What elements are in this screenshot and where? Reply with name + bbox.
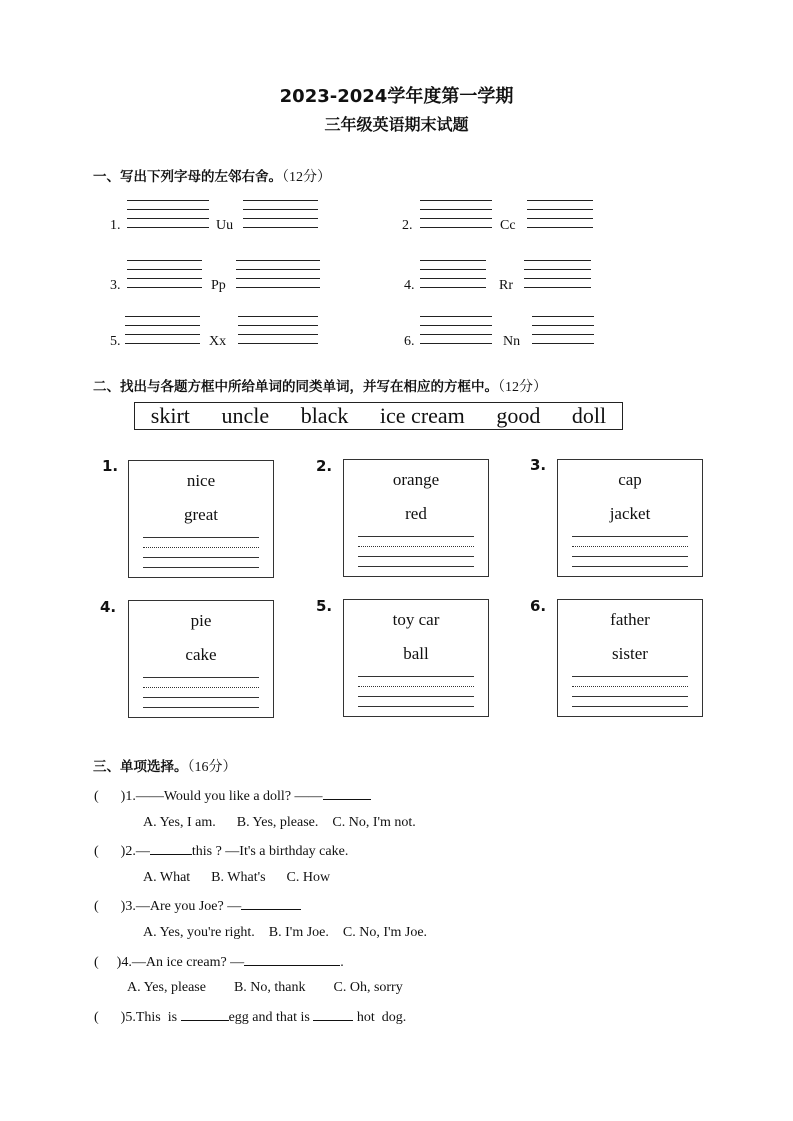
category-box[interactable] (128, 600, 274, 718)
box-word: jacket (609, 504, 651, 523)
box-word: ball (403, 644, 429, 663)
box-number: 1. (102, 457, 119, 475)
box-number: 5. (316, 597, 333, 615)
answer-blank[interactable] (241, 897, 301, 910)
question-stem: ——Would you like a doll? —— (135, 789, 323, 804)
word-bank-item: good (496, 403, 541, 428)
box-word: cap (618, 470, 642, 489)
word-bank-item: skirt (150, 403, 190, 428)
question-4 (94, 953, 344, 971)
letter-nn: Nn (503, 334, 521, 349)
answer-lines[interactable] (358, 676, 474, 708)
letter-rr: Rr (499, 278, 513, 293)
item-number: 1. (110, 218, 121, 233)
answer-lines[interactable] (243, 200, 318, 230)
letter-pp: Pp (211, 278, 226, 293)
section3-points: （16分） (187, 760, 237, 775)
section2-points: （12分） (498, 380, 547, 395)
answer-lines[interactable] (532, 316, 594, 346)
box-number: 4. (100, 598, 117, 616)
item-number: 6. (404, 334, 415, 349)
word-bank (134, 402, 623, 430)
question-stem: —Are you Joe? — (135, 899, 242, 914)
category-box[interactable] (557, 599, 703, 717)
box-word: toy car (392, 610, 440, 629)
answer-blank[interactable] (313, 1008, 353, 1021)
question-number: )5. (120, 1010, 136, 1025)
answer-lines[interactable] (572, 676, 688, 708)
question-number: )4. (116, 955, 132, 970)
exam-subtitle: 三年级英语期末试题 (324, 115, 469, 134)
section1-heading (93, 165, 331, 186)
question-options: A. What B. What's C. How (143, 870, 331, 885)
section3-heading-text: 三、单项选择。 (93, 759, 188, 775)
answer-lines[interactable] (125, 316, 200, 346)
question-5 (94, 1008, 406, 1026)
question-number: )2. (120, 844, 136, 859)
answer-blank[interactable] (181, 1008, 229, 1021)
answer-blank[interactable] (150, 842, 192, 855)
answer-paren-open[interactable]: ( (94, 1010, 99, 1025)
question-stem: hot dog. (353, 1010, 407, 1025)
answer-lines[interactable] (143, 677, 259, 709)
box-number: 3. (530, 456, 547, 474)
section2-heading (93, 375, 547, 396)
box-word: red (405, 504, 427, 523)
question-stem-end: . (340, 955, 344, 970)
exam-title: 2023-2024学年度第一学期 (279, 86, 514, 107)
category-box[interactable] (128, 460, 274, 578)
answer-lines[interactable] (236, 260, 320, 290)
box-word: pie (190, 611, 212, 630)
category-box[interactable] (343, 599, 489, 717)
question-options: A. Yes, you're right. B. I'm Joe. C. No, I'm Joe. (143, 925, 428, 940)
question-stem: This is (135, 1010, 181, 1025)
answer-paren-open[interactable]: ( (94, 844, 99, 859)
question-options: A. Yes, I am. B. Yes, please. C. No, I'm not. (143, 815, 416, 830)
question-stem: egg and that is (228, 1010, 314, 1025)
answer-lines[interactable] (420, 200, 492, 230)
word-bank-item: uncle (221, 403, 270, 428)
question-1 (94, 787, 371, 805)
answer-lines[interactable] (572, 536, 688, 568)
letter-uu: Uu (216, 218, 234, 233)
answer-lines[interactable] (127, 200, 209, 230)
answer-lines[interactable] (238, 316, 318, 346)
answer-lines[interactable] (527, 200, 593, 230)
section1-points: （12分） (282, 170, 331, 185)
question-3 (94, 897, 301, 915)
answer-lines[interactable] (524, 260, 591, 290)
question-stem: —An ice cream? — (131, 955, 245, 970)
answer-lines[interactable] (420, 316, 492, 346)
category-box[interactable] (557, 459, 703, 577)
category-box[interactable] (343, 459, 489, 577)
box-word: orange (392, 470, 440, 489)
answer-lines[interactable] (420, 260, 486, 290)
section3-heading (93, 755, 237, 776)
box-word: father (610, 610, 650, 629)
answer-lines[interactable] (358, 536, 474, 568)
item-number: 4. (404, 278, 415, 293)
question-2 (94, 842, 348, 860)
section1-heading-text: 一、写出下列字母的左邻右舍。 (93, 169, 282, 185)
item-number: 3. (110, 278, 121, 293)
question-number: )1. (120, 789, 136, 804)
box-word: nice (186, 471, 216, 490)
item-number: 2. (402, 218, 413, 233)
answer-lines[interactable] (143, 537, 259, 569)
box-word: great (184, 505, 218, 524)
answer-paren-open[interactable]: ( (94, 789, 99, 804)
answer-blank[interactable] (323, 787, 371, 800)
word-bank-item: ice cream (379, 403, 465, 428)
answer-paren-open[interactable]: ( (94, 899, 99, 914)
answer-blank[interactable] (244, 953, 340, 966)
question-stem: this ? —It's a birthday cake. (191, 844, 349, 859)
question-options: A. Yes, please B. No, thank C. Oh, sorry (127, 980, 403, 995)
answer-paren-open[interactable]: ( (94, 955, 99, 970)
section2-heading-text: 二、找出与各题方框中所给单词的同类单词，并写在相应的方框中。 (93, 379, 498, 395)
box-word: cake (185, 645, 217, 664)
letter-xx: Xx (209, 334, 227, 349)
item-number: 5. (110, 334, 121, 349)
answer-lines[interactable] (127, 260, 202, 290)
box-word: sister (612, 644, 648, 663)
box-number: 6. (530, 597, 547, 615)
letter-cc: Cc (500, 218, 516, 233)
question-stem: — (135, 844, 150, 859)
word-bank-item: black (300, 403, 349, 428)
word-bank-item: doll (571, 403, 607, 428)
box-number: 2. (316, 457, 333, 475)
question-number: )3. (120, 899, 136, 914)
